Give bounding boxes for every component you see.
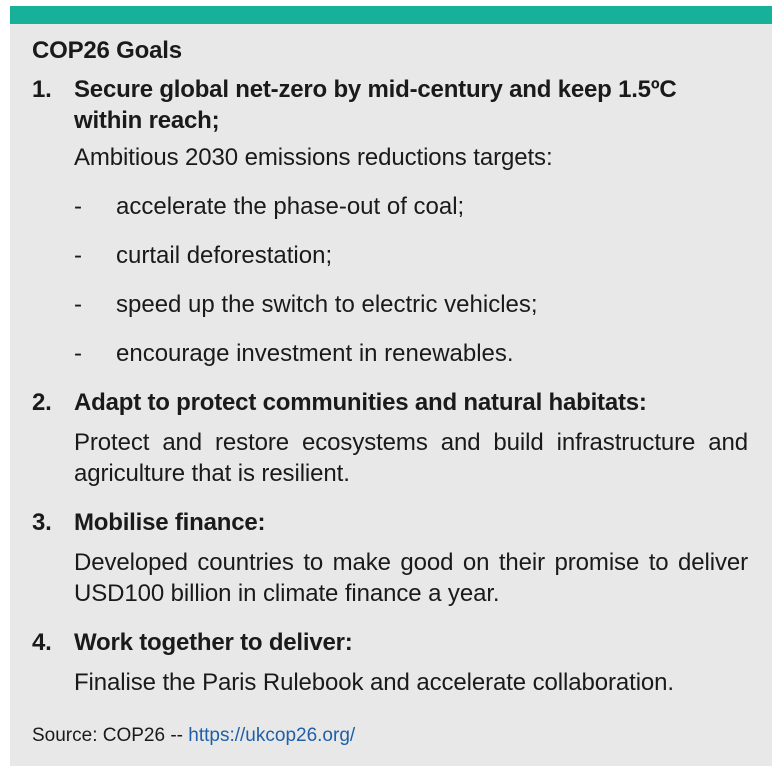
dash-marker: - xyxy=(74,291,82,318)
list-item xyxy=(74,338,748,369)
accent-bar xyxy=(10,6,772,24)
list-item-text: encourage investment in renewables. xyxy=(116,340,514,367)
goal-4 xyxy=(32,627,748,698)
goal-body: Finalise the Paris Rulebook and accelerate collaboration. xyxy=(74,669,674,696)
box-title: COP26 Goals xyxy=(32,37,182,64)
goal-title-line1: Secure global net-zero by mid-century and keep 1.5ºC xyxy=(74,76,677,103)
source-link[interactable]: https://ukcop26.org/ xyxy=(188,725,356,746)
goal-heading xyxy=(32,74,748,136)
goal-body: Ambitious 2030 emissions reductions targets: xyxy=(74,144,553,171)
dash-marker: - xyxy=(74,193,82,220)
source-label: Source: COP26 -- xyxy=(32,725,189,746)
list-item-text: curtail deforestation; xyxy=(116,242,333,269)
dash-marker: - xyxy=(74,242,82,269)
goal-body: Protect and restore ecosystems and build infrastructure and agriculture that is resilient. xyxy=(74,429,748,487)
goal-2 xyxy=(32,387,748,489)
goal-number: 1. xyxy=(32,76,52,103)
goal-heading xyxy=(32,507,748,538)
goal-heading xyxy=(32,387,748,418)
source-line xyxy=(32,724,355,748)
list-item xyxy=(74,240,748,271)
dash-marker: - xyxy=(74,340,82,367)
goal-number: 3. xyxy=(32,509,52,536)
list-item-text: accelerate the phase-out of coal; xyxy=(116,193,465,220)
goal-title xyxy=(74,74,748,136)
list-item-text: speed up the switch to electric vehicles; xyxy=(116,291,538,318)
goal-1 xyxy=(32,74,748,369)
goal-heading xyxy=(32,627,748,658)
goal-title: Mobilise finance: xyxy=(74,509,266,536)
goal-number: 4. xyxy=(32,629,52,656)
goal-number: 2. xyxy=(32,389,52,416)
box-content xyxy=(32,36,748,698)
bullet-list xyxy=(32,191,748,369)
goal-title: Work together to deliver: xyxy=(74,629,353,656)
list-item xyxy=(74,289,748,320)
goal-3 xyxy=(32,507,748,609)
goal-body: Developed countries to make good on their promise to deliver USD100 billion in climate finance a year. xyxy=(74,549,748,607)
goal-title: Adapt to protect communities and natural habitats: xyxy=(74,389,647,416)
cop26-goals-box xyxy=(10,6,772,766)
goal-title-line2: within reach; xyxy=(74,107,220,134)
list-item xyxy=(74,191,748,222)
